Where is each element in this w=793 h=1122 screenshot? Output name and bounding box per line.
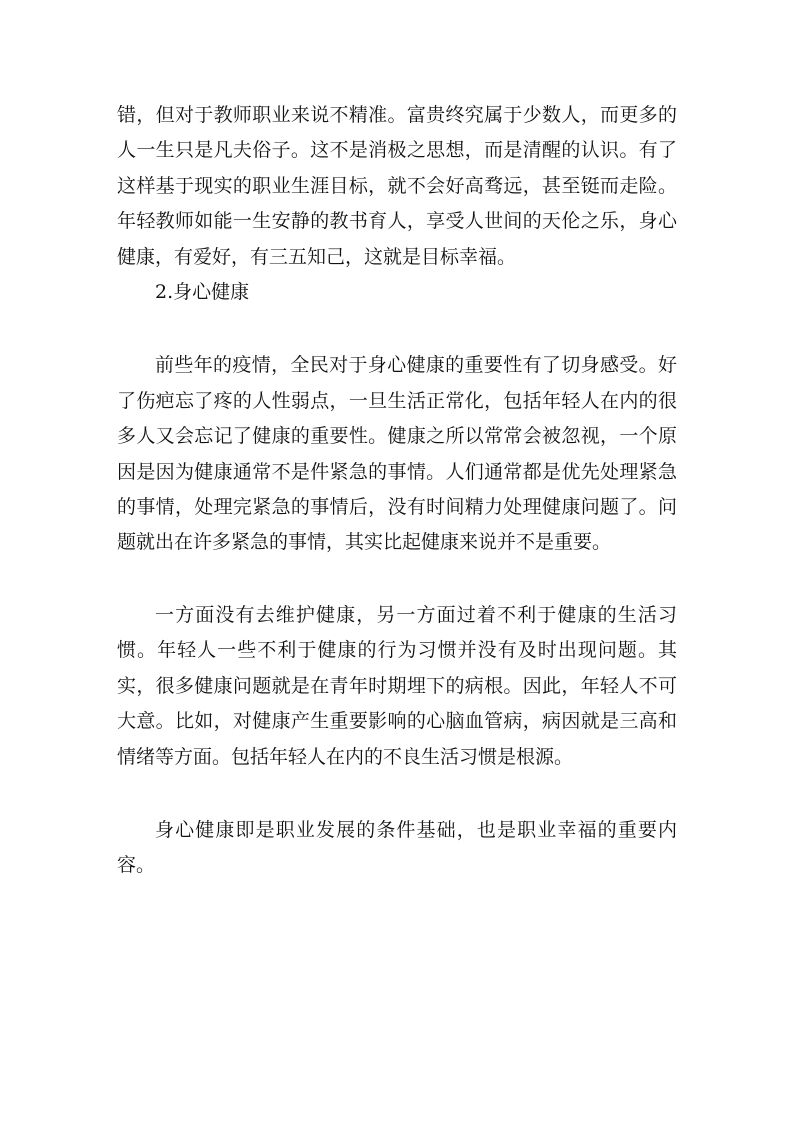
paragraph-conclusion: 身心健康即是职业发展的条件基础，也是职业幸福的重要内容。 <box>117 818 677 877</box>
paragraph-habits: 一方面没有去维护健康，另一方面过着不利于健康的生活习惯。年轻人一些不利于健康的行为习惯并没有及时出现问题。其实，很多健康问题就是在青年时期埋下的病根。因此，年轻人不可大意。比如，对健康产生重要影响的心脑血管病，病因就是三高和情绪等方面。包括年轻人在内的不良生活习惯是根源。 <box>117 603 677 768</box>
paragraph-continued: 错，但对于教师职业来说不精准。富贵终究属于少数人，而更多的人一生只是凡夫俗子。这不是消极之思想，而是清醒的认识。有了这样基于现实的职业生涯目标，就不会好高骛远，甚至铤而走险。年轻教师如能一生安静的教书育人，享受人世间的天伦之乐，身心健康，有爱好，有三五知己，这就是目标幸福。 <box>117 104 677 268</box>
paragraph-epidemic: 前些年的疫情，全民对于身心健康的重要性有了切身感受。好了伤疤忘了疼的人性弱点，一旦生活正常化，包括年轻人在内的很多人又会忘记了健康的重要性。健康之所以常常会被忽视，一个原因是因为健康通常不是件紧急的事情。人们通常都是优先处理紧急的事情，处理完紧急的事情后，没有时间精力处理健康问题了。问题就出在许多紧急的事情，其实比起健康来说并不是重要。 <box>117 354 677 554</box>
section-heading-health: 2.身心健康 <box>155 281 250 304</box>
document-page <box>117 98 677 884</box>
